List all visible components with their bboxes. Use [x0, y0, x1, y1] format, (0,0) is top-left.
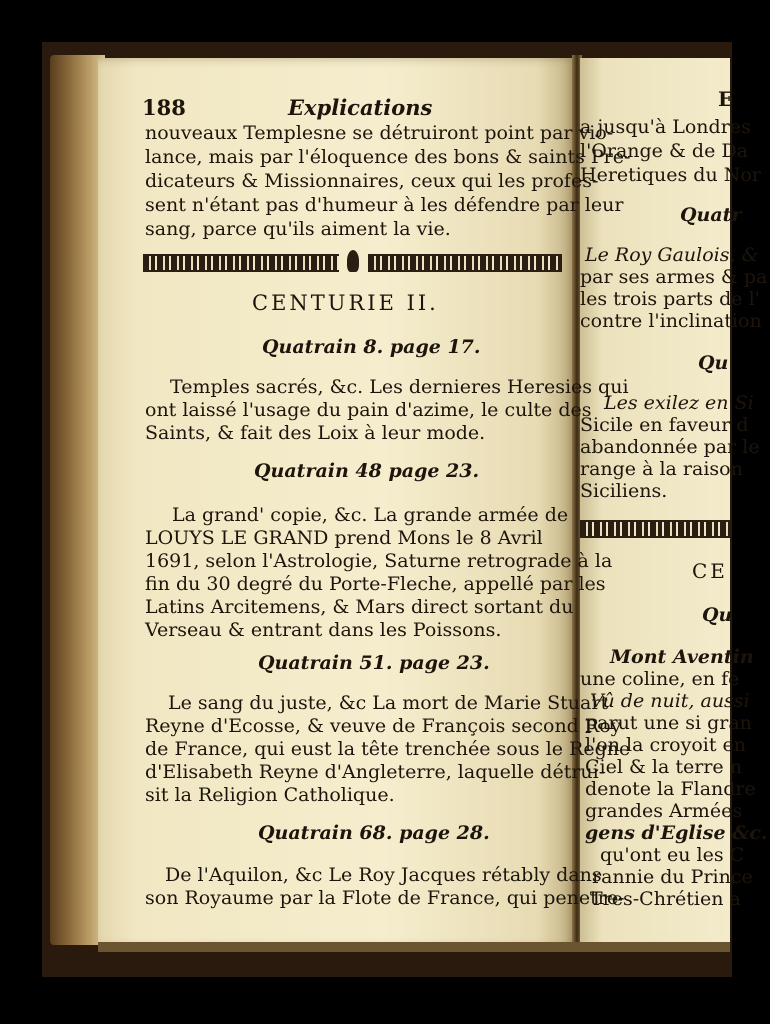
text-line: sang, parce qu'ils aiment la vie.: [145, 218, 451, 240]
text-line: lance, mais par l'éloquence des bons & saints Pre-: [145, 146, 631, 168]
text-line: Le Roy Gaulois, &: [585, 244, 759, 266]
text-line: Les exilez en Si: [604, 392, 754, 414]
running-head-right: E: [718, 87, 734, 111]
text-line: La grand' copie, &c. La grande armée de: [172, 504, 569, 526]
quatrain-heading: Quatrain 8. page 17.: [262, 336, 481, 358]
quatrain-heading: Quatrain 51. page 23.: [258, 652, 490, 674]
text-line: Tres-Chrétien a: [590, 888, 741, 910]
page-edges-left: [50, 55, 105, 945]
text-line: Siciliens.: [580, 480, 668, 502]
right-page: [580, 58, 768, 948]
text-line: Temples sacrés, &c. Les dernieres Heresies qui: [170, 376, 629, 398]
text-line: a jusqu'à Londres: [580, 116, 751, 138]
text-line: sit la Religion Catholique.: [145, 784, 395, 806]
text-line: Ciel & la terre n: [585, 756, 742, 778]
text-line: les trois parts de l': [580, 288, 760, 310]
quatrain-heading: Qu: [702, 604, 733, 626]
text-line: contre l'inclination: [580, 310, 762, 332]
text-line: parut une si gran: [585, 712, 752, 734]
text-line: De l'Aquilon, &c Le Roy Jacques rétably dans: [165, 864, 602, 886]
text-line: range à la raison: [580, 458, 743, 480]
text-line: fin du 30 degré du Porte-Fleche, appellé par les: [145, 573, 606, 595]
text-line: de France, qui eust la tête trenchée sous le Regne: [145, 738, 631, 760]
text-line: l'on la croyoit en: [585, 734, 747, 756]
ornamental-divider: [580, 520, 730, 538]
ornamental-divider: [143, 254, 339, 272]
text-line: Latins Arcitemens, & Mars direct sortant du: [145, 596, 574, 618]
text-line: Le sang du juste, &c La mort de Marie Stuart: [168, 692, 609, 714]
text-line: 1691, selon l'Astrologie, Saturne retrograde à la: [145, 550, 613, 572]
page-bottom-edge: [98, 942, 730, 952]
quatrain-heading: Quatrain 48 page 23.: [254, 460, 480, 482]
text-line: Verseau & entrant dans les Poissons.: [145, 619, 502, 641]
text-line: ont laissé l'usage du pain d'azime, le culte des: [145, 399, 592, 421]
text-line: Mont Aventin: [610, 646, 754, 668]
text-line: grandes Armées: [585, 800, 743, 822]
ornamental-divider: [368, 254, 562, 272]
text-line: son Royaume par la Flote de France, qui penetre-: [145, 887, 625, 909]
quatrain-heading: Quatr: [680, 204, 742, 226]
running-head: Explications: [288, 95, 433, 120]
text-line: dicateurs & Missionnaires, ceux qui les profes-: [145, 170, 599, 192]
text-line: sent n'étant pas d'humeur à les défendre par leur: [145, 194, 624, 216]
text-line: LOUYS LE GRAND prend Mons le 8 Avril: [145, 527, 543, 549]
fleuron-icon: [347, 250, 359, 272]
text-line: abandonnée par le: [580, 436, 760, 458]
text-line: une coline, en fe: [580, 668, 740, 690]
text-line: rannie du Prince: [592, 866, 753, 888]
quatrain-heading: Qu: [698, 352, 729, 374]
text-line: nouveaux Templesne se détruiront point par vio-: [145, 122, 614, 144]
text-line: Sicile en faveur d: [580, 414, 749, 436]
text-line: Heretiques du Nor: [580, 164, 761, 186]
text-line: par ses armes & pa: [580, 266, 768, 288]
quatrain-heading: Quatrain 68. page 28.: [258, 822, 490, 844]
text-line: d'Elisabeth Reyne d'Angleterre, laquelle détrui-: [145, 761, 606, 783]
text-line: denote la Flandre: [585, 778, 756, 800]
text-line: Vû de nuit, aussi: [590, 690, 750, 712]
text-line: l'Orange & de Da: [580, 140, 748, 162]
text-line: Saints, & fait des Loix à leur mode.: [145, 422, 486, 444]
text-line: qu'ont eu les C: [600, 844, 745, 866]
section-title: CENTURIE II.: [252, 291, 439, 315]
text-line: gens d'Eglise &c.: [585, 822, 768, 844]
text-line: Reyne d'Ecosse, & veuve de François second Roy: [145, 715, 622, 737]
page-number: 188: [142, 95, 186, 120]
section-title: CE: [692, 559, 728, 583]
